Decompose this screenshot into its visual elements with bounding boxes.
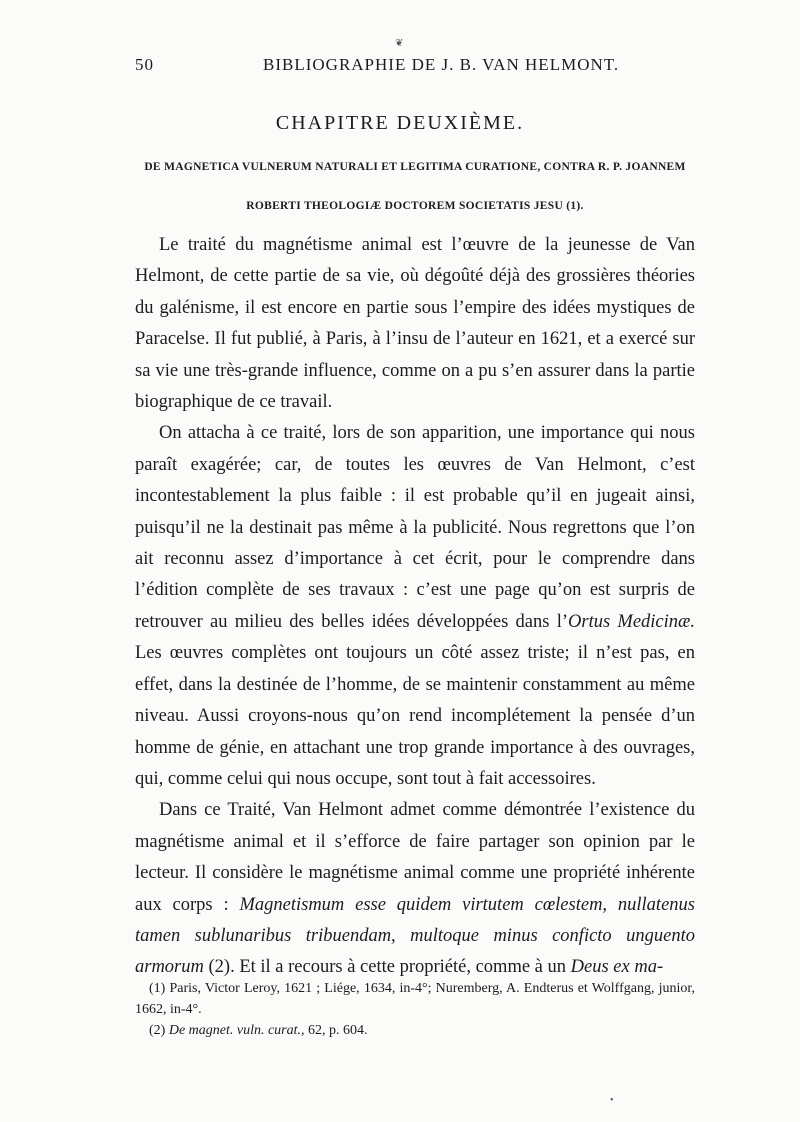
paragraph-2 [135, 418, 695, 795]
page-number: 50 [135, 55, 154, 74]
chapter-subtitle-line-2: ROBERTI THEOLOGIÆ DOCTOREM SOCIETATIS JESU (1). [246, 200, 584, 212]
footnote-2 [135, 1020, 695, 1041]
paragraph-2-part-a: On attacha à ce traité, lors de son apparition, une importance qui nous paraît exagérée; car, de toutes les œuvres de Van Helmont, c’est incontestablement la plus faible : il est probable qu’il en jugeait ainsi, puisqu’il ne la destinait pas même à la publicité. Nous regrettons que l’on ait reconnu assez d’importance à cet écrit, pour le comprendre dans l’édition complète de ses travaux : c’est une page qu’on est surpris de retrouver au milieu des belles idées développées dans l’ [135, 423, 695, 632]
ornament-mark: ❦ [395, 38, 404, 49]
footnote-2-title: De magnet. vuln. curat., [168, 1023, 305, 1038]
footnote-1: (1) Paris, Victor Leroy, 1621 ; Liége, 1634, in-4°; Nuremberg, A. Endterus et Wolffgang, junior, 1662, in-4°. [135, 981, 695, 1017]
chapter-subtitle-line-1: DE MAGNETICA VULNERUM NATURALI ET LEGITIMA CURATIONE, CONTRA R. P. JOANNEM [144, 161, 686, 173]
running-head-title: BIBLIOGRAPHIE DE J. B. VAN HELMONT. [263, 55, 620, 74]
paragraph-1: Le traité du magnétisme animal est l’œuvre de la jeunesse de Van Helmont, de cette partie de sa vie, où dégoûté déjà des grossières théories du galénisme, il est encore en partie sous l’empire des idées mystiques de Paracelse. Il fut publié, à Paris, à l’insu de l’auteur en 1621, et a exercé sur sa vie une très-grande influence, comme on a pu s’en assurer dans la partie biographique de ce travail. [135, 235, 695, 413]
ortus-medicinae-title: Ortus Medicinæ. [568, 611, 695, 632]
running-head [135, 55, 695, 79]
latin-quotation: Magnetismum esse quidem virtutem cœlestem, nullatenus tamen sublunaribus tribuendam, multoque minus conficto unguento armorum [135, 894, 695, 978]
chapter-title: CHAPITRE DEUXIÈME. [275, 112, 525, 134]
paragraph-2-part-b: Les œuvres complètes ont toujours un côté assez triste; il n’est pas, en effet, dans la destinée de l’homme, de se maintenir constamment au même niveau. Aussi croyons-nous qu’on rend incomplétement la pensée d’un homme de génie, en attachant une trop grande importance à des ouvrages, qui, comme celui qui nous occupe, sont tout à fait accessoires. [135, 643, 695, 789]
deus-ex-machina: Deus ex ma- [570, 957, 664, 978]
footnote-2-number: (2) [149, 1023, 169, 1038]
paragraph-3 [135, 795, 695, 983]
footnote-2-rest: 62, p. 604. [304, 1023, 368, 1038]
footnotes [135, 978, 695, 1041]
chapter-subtitle [135, 148, 695, 226]
body-text [135, 230, 695, 984]
paragraph-3-part-b: (2). Et il a recours à cette propriété, comme à un [203, 957, 571, 978]
paragraph-3-part-a: Dans ce Traité, Van Helmont admet comme démontrée l’existence du magnétisme animal et il s’efforce de faire partager son opinion par le lecteur. Il considère le magnétisme animal comme une propriété inhérente aux corps : [135, 800, 695, 915]
bottom-mark: • [610, 1095, 614, 1106]
